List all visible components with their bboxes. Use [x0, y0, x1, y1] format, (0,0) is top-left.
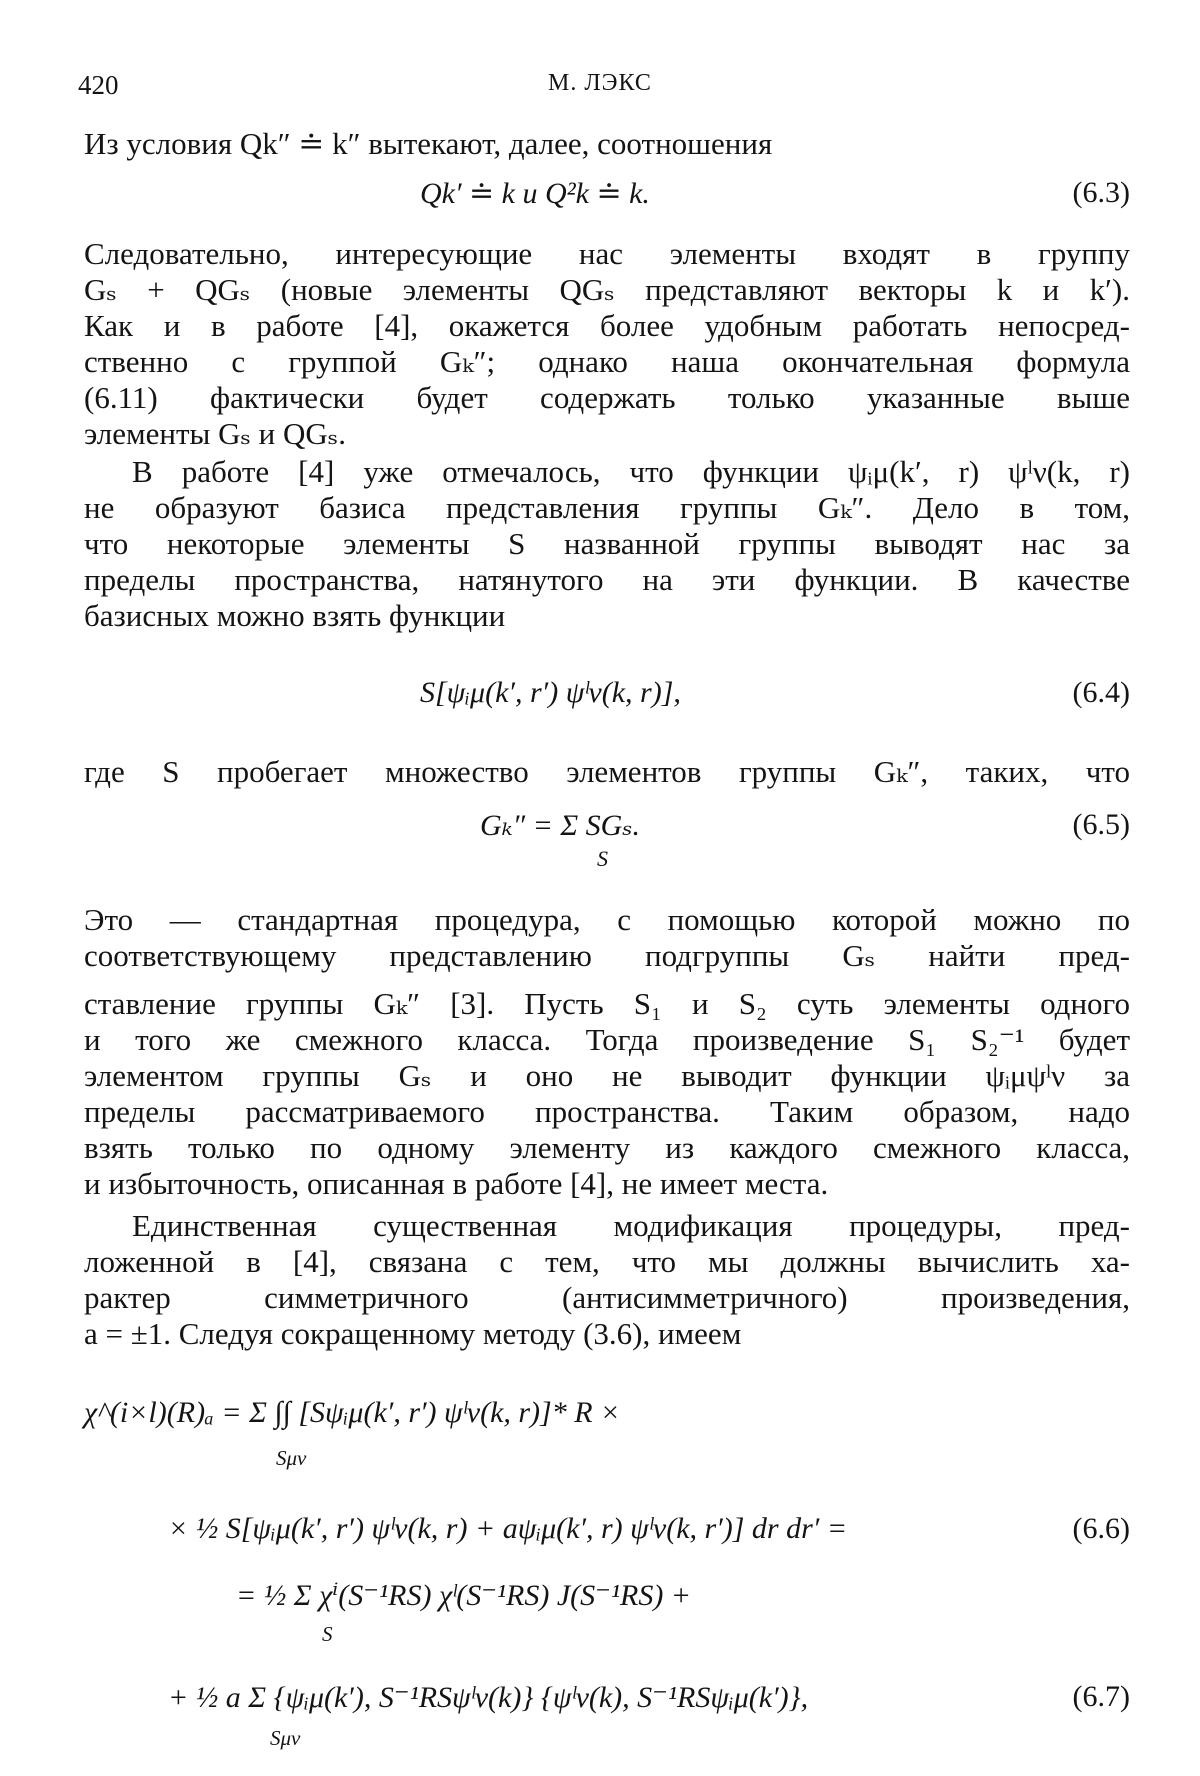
equation-6-6-line-2: × ½ S[ψᵢμ(k′, r′) ψˡν(k, r) + aψᵢμ(k′, r) ψˡν(k, r′)] dr dr′ =	[168, 1512, 848, 1545]
text-line: элементы Gₛ и QGₛ.	[84, 416, 346, 451]
paragraph-2	[84, 454, 1130, 634]
equation-body: S[ψᵢμ(k′, r′) ψˡν(k, r)],	[420, 676, 681, 709]
equation-6-6-line-1: χ^(i×l)(R)ₐ = Σ ∫∫ [Sψᵢμ(k′, r′) ψˡν(k, r)]* R ×	[84, 1396, 621, 1429]
text-line: и избыточность, описанная в работе [4], не имеет места.	[84, 1166, 829, 1201]
text-line: Единственная существенная модификация процедуры, пред-	[132, 1208, 1130, 1243]
text-line: (6.11) фактически будет содержать только указанные выше	[84, 380, 1130, 415]
text-line: Как и в работе [4], окажется более удобным работать непосред-	[84, 308, 1130, 343]
paragraph-4	[84, 902, 1130, 1202]
paragraph-5	[84, 1208, 1130, 1352]
equation-number: (6.5)	[1072, 808, 1130, 841]
text-line: Следовательно, интересующие нас элементы входят в группу	[84, 236, 1130, 271]
summation-subscript: Sμν	[270, 1726, 301, 1750]
page-number: 420	[78, 70, 119, 100]
paragraph-1	[84, 236, 1130, 452]
summation-subscript: S	[322, 1622, 333, 1646]
text-line: Это — стандартная процедура, с помощью которой можно по	[84, 902, 1130, 937]
equation-body: Qk′ ≐ k и Q²k ≐ k.	[420, 177, 650, 210]
text-line: соответствующему представлению подгруппы Gₛ найти пред-	[84, 938, 1130, 973]
equation-number: (6.4)	[1072, 676, 1130, 709]
equation-number: (6.7)	[1072, 1680, 1130, 1713]
text-line: не образуют базиса представления группы Gₖ″. Дело в том,	[84, 490, 1130, 525]
equation-6-3	[0, 176, 1200, 220]
equation-6-7-line-2: + ½ a Σ {ψᵢμ(k′), S⁻¹RSψˡν(k)} {ψˡν(k), S⁻¹RSψᵢμ(k′)},	[168, 1681, 809, 1714]
text-line: ставление группы Gₖ″ [3]. Пусть S₁ и S₂ суть элементы одного	[84, 986, 1130, 1021]
text-line: ложенной в [4], связана с тем, что мы должны вычислить ха-	[84, 1244, 1130, 1279]
paragraph-3	[84, 754, 1130, 790]
running-title: М. ЛЭКС	[548, 70, 652, 96]
equation-number: (6.3)	[1072, 176, 1130, 209]
text-line: рактер симметричного (антисимметричного) произведения,	[84, 1280, 1130, 1315]
text-line: пределы рассматриваемого пространства. Таким образом, надо	[84, 1094, 1130, 1129]
summation-subscript: Sμν	[276, 1446, 307, 1470]
text-line: a = ±1. Следуя сокращенному методу (3.6), имеем	[84, 1316, 742, 1351]
text-line: элементом группы Gₛ и оно не выводит функции ψᵢμψˡν за	[84, 1058, 1130, 1093]
equation-6-4	[0, 676, 1200, 720]
summation-subscript: S	[597, 846, 608, 871]
equation-number: (6.6)	[1072, 1512, 1130, 1545]
text-line: В работе [4] уже отмечалось, что функции ψᵢμ(k′, r) ψˡν(k, r)	[132, 454, 1130, 489]
text-line: Gₛ + QGₛ (новые элементы QGₛ представляют векторы k и k′).	[84, 272, 1130, 307]
paragraph-intro	[84, 126, 1130, 162]
equation-body: Gₖ″ = Σ SGₛ.	[480, 809, 640, 842]
equation-6-7-line-1: = ½ Σ χⁱ(S⁻¹RS) χˡ(S⁻¹RS) J(S⁻¹RS) +	[236, 1579, 692, 1612]
text-line: где S пробегает множество элементов группы Gₖ″, таких, что	[84, 754, 1130, 789]
text-line: Из условия Qk″ ≐ k″ вытекают, далее, соотношения	[84, 126, 773, 161]
text-line: базисных можно взять функции	[84, 598, 506, 633]
text-line: взять только по одному элементу из каждого смежного класса,	[84, 1130, 1130, 1165]
text-line: пределы пространства, натянутого на эти функции. В качестве	[84, 562, 1130, 597]
text-line: ственно с группой Gₖ″; однако наша окончательная формула	[84, 344, 1130, 379]
text-line: что некоторые элементы S названной группы выводят нас за	[84, 526, 1130, 561]
text-line: и того же смежного класса. Тогда произведение S₁ S₂⁻¹ будет	[84, 1022, 1130, 1057]
